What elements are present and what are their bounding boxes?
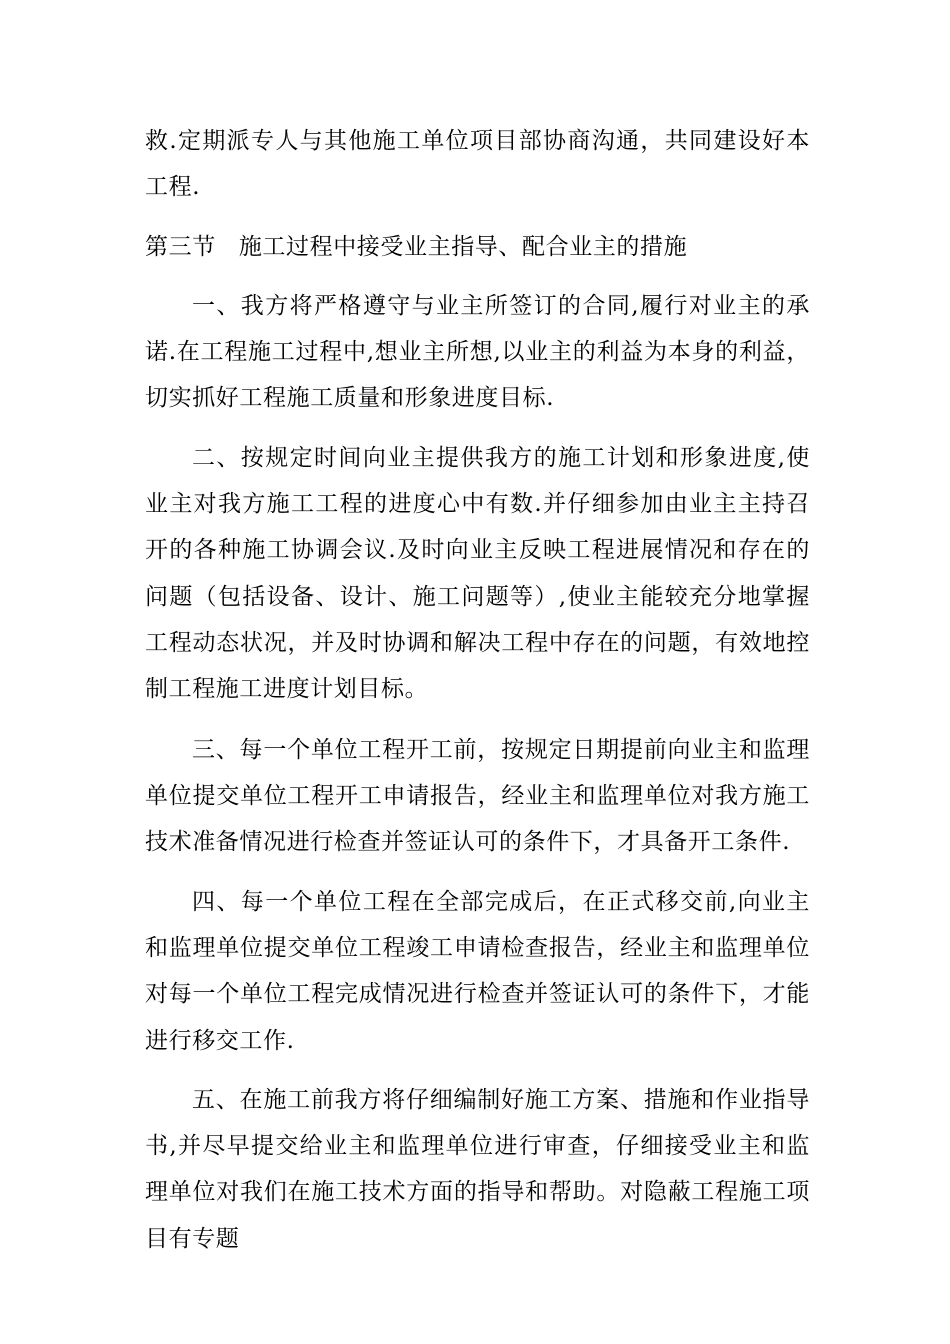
paragraph-1: 一、我方将严格遵守与业主所签订的合同,履行对业主的承诺.在工程施工过程中,想业主所想,以业主的利益为本身的利益，切实抓好工程施工质量和形象进度目标.: [145, 293, 810, 412]
paragraph-3: 三、每一个单位工程开工前，按规定日期提前向业主和监理单位提交单位工程开工申请报告，经业主和监理单位对我方施工技术准备情况进行检查并签证认可的条件下，才具备开工条件.: [145, 737, 810, 856]
section-heading: [145, 224, 810, 270]
section-number: 第三节: [145, 234, 216, 260]
paragraph-4: 四、每一个单位工程在全部完成后，在正式移交前,向业主和监理单位提交单位工程竣工申请检查报告，经业主和监理单位对每一个单位工程完成情况进行检查并签证认可的条件下，才能进行移交工作.: [145, 889, 810, 1054]
continuation-paragraph: 救.定期派专人与其他施工单位项目部协商沟通，共同建设好本工程.: [145, 128, 810, 201]
section-title: 施工过程中接受业主指导、配合业主的措施: [238, 234, 688, 260]
paragraph-2: 二、按规定时间向业主提供我方的施工计划和形象进度,使业主对我方施工工程的进度心中有数.并仔细参加由业主主持召开的各种施工协调会议.及时向业主反映工程进展情况和存在的问题（包括设备、设计、施工问题等）,使业主能较充分地掌握工程动态状况，并及时协调和解决工程中存在的问题，有效地控制工程施工进度计划目标。: [145, 445, 810, 703]
paragraph-5: 五、在施工前我方将仔细编制好施工方案、措施和作业指导书,并尽早提交给业主和监理单位进行审查，仔细接受业主和监理单位对我们在施工技术方面的指导和帮助。对隐蔽工程施工项目有专题: [145, 1087, 810, 1252]
